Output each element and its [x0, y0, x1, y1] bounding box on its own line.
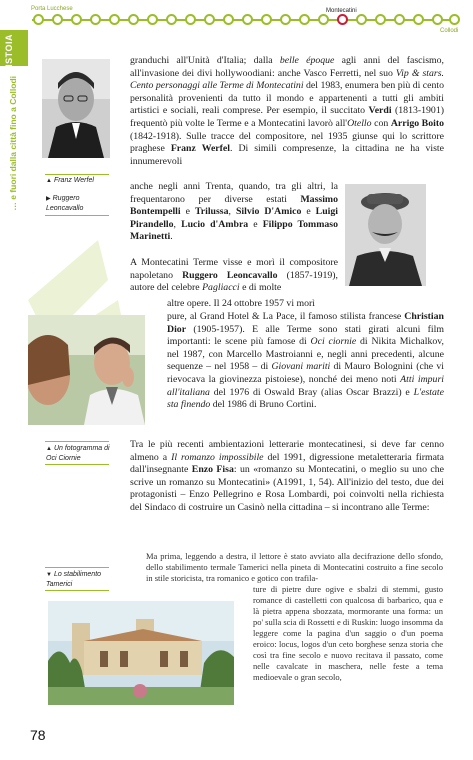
route-stop [356, 14, 367, 25]
oci-ciornie-still [28, 315, 145, 425]
caption-rule [45, 441, 109, 442]
caption-rule [45, 215, 109, 216]
caption-rule [45, 464, 109, 465]
text-run: (1813-1901) frequentò più volte le Terme e a Montecatini lavorò all' [130, 105, 444, 129]
werfel-photo [42, 59, 110, 158]
route-stop [166, 14, 177, 25]
route-stop [394, 14, 405, 25]
route-stop [432, 14, 443, 25]
text-run: Il romanzo impossibile [171, 451, 264, 463]
tamerici-caption-text: Lo stabilimento Tamerici [46, 571, 102, 588]
text-run: Christian Dior [167, 311, 444, 335]
arrow-up-icon: ▲ [46, 446, 52, 452]
text-run: Giovani mariti [271, 361, 331, 373]
text-run: agli anni del fascismo, all'invasione dei divi hollywoodiani: anche Vasco Ferretti, nel suo [130, 55, 444, 79]
route-stop [318, 14, 329, 25]
text-run: Arrigo Boito [390, 117, 444, 129]
route-bar [0, 0, 473, 34]
text-run: Vip & stars. Cento personaggi alle Terme di Montecatini [130, 67, 445, 92]
text-run: del 1991, digressione metaletteraria firmata dall'insegnante [130, 451, 444, 476]
text-run: e [301, 206, 316, 218]
tamerici-caption [46, 570, 112, 589]
text-run: : un «romanzo su Montecatini, o meglio su uno che scrive un romanzo su Montecatini» (A1991, 1, 54). All'inizio del testo, due dei protagonisti – Enzo Pellegrino e Rosa Lombardi, poi coinvolti nella richiesta del Sindaco di costruire un Casinò nella cittadina – si incontrano alle Terme: [130, 464, 444, 513]
text-run: granduchi all'Unità d'Italia; dalla [130, 55, 280, 66]
text-run: (1857-1919), autore del celebre [130, 269, 338, 294]
text-run: Filippo Tommaso Marinetti [130, 218, 338, 243]
text-run: Otello [347, 117, 372, 129]
quote-text: Ma prima, leggendo a destra, il lettore è stato avviato alla decifrazione dello sfondo, dello stabilimento termale Tamerici nella pineta di Montecatini costruito a fine secolo in stile storicista, tra romanico e gotico con trafila- [146, 551, 443, 583]
page-number: 78 [30, 727, 46, 743]
arrow-up-icon: ▲ [46, 178, 52, 184]
route-stop [109, 14, 120, 25]
werfel-caption-text: Franz Werfel [53, 177, 94, 184]
route-stop [33, 14, 44, 25]
route-stop [223, 14, 234, 25]
route-stop [204, 14, 215, 25]
route-stop [71, 14, 82, 25]
text-run: del 1986 di Bruno Cortini. [210, 399, 317, 411]
route-stop [147, 14, 158, 25]
fotogramma-caption-text: Un fotogramma di Oci Ciornie [46, 445, 110, 462]
text-run: Atti impuri all'italiana [167, 373, 444, 398]
text-run: di Mauro Bolognini (che vi rievocava la giovinezza pistoiese), nonché dei meno noti [167, 361, 445, 385]
text-run: Luigi Pirandello [130, 206, 338, 230]
text-run: di Nikita Michalkov, nel 1987, con Marcello Mastroianni e, negli anni precedenti, alcune sequenze – nel 1958 – di [167, 336, 444, 373]
text-run: Silvio D'Amico [235, 206, 302, 218]
text-run: anche negli anni Trenta, quando, tra gli altri, la frequentarono per diverse estati [130, 181, 338, 205]
route-stop [90, 14, 101, 25]
text-run: altre opere. Il 24 ottobre 1957 vi morì [167, 298, 316, 309]
text-run: e [248, 218, 263, 230]
caption-rule [45, 567, 109, 568]
text-run: (1905-1957). E alle Terme sono stati girati alcuni film importanti: le scene più famose di [167, 323, 444, 348]
text-run: . Di simili compresenze, la cittadina ne ha viste innumerevoli [130, 143, 444, 167]
route-stop [185, 14, 196, 25]
quote-text: ture di pietre dure ogive e sbalzi di stemmi, gusto romance di castelletti con qualcosa di barbarico, qua e là pietra appena sbozzata, mormorante una forma: un po' sulla scia di Rossetti e di Ruskin: luogo insomma da leggere come la pagina d'un saggio o d'un poema eroico: locus, logos d'un ceto borghese senza storia che così tra fine secolo e nuovo recitava il passato, come nelle cavalcate in maschera, nelle feste a tema medioevale o gran secolo, [253, 584, 443, 682]
route-end-label: Collodi [440, 28, 459, 34]
text-run: Tra le più recenti ambientazioni letterarie montecatinesi, si deve far cenno almeno a [130, 439, 444, 463]
body-paragraph-1 [130, 55, 444, 168]
route-stop [128, 14, 139, 25]
chapter-title: … e fuori dalla città fino a Collodi [8, 76, 18, 211]
route-stop [280, 14, 291, 25]
leoncavallo-caption-text: Ruggero Leoncavallo [46, 195, 84, 212]
route-stop [413, 14, 424, 25]
text-run: , [173, 218, 182, 230]
text-run: del 1976 di Oswald Bray (alias Oscar Brazzi) e [209, 386, 414, 398]
route-stop-current [337, 14, 348, 25]
quote-part-1 [146, 551, 443, 584]
section-strip [0, 30, 28, 760]
route-stop [299, 14, 310, 25]
text-run: belle époque [279, 55, 335, 66]
werfel-caption [46, 176, 112, 186]
section-title: PISTOIA [4, 34, 14, 74]
text-run: Franz Werfel [170, 143, 230, 155]
text-run: , [228, 206, 236, 218]
text-run: Ruggero Leoncavallo [182, 269, 278, 281]
text-run: Pagliacci [202, 282, 240, 294]
text-run: pure, al Grand Hotel & La Pace, il famoso stilista francese [167, 311, 405, 322]
body-paragraph-4 [167, 311, 444, 412]
caption-rule [45, 590, 109, 591]
text-run: del 1983, enumera ben più di cento personalità provenienti da tutto il mondo e appartenenti a tutti gli ambiti artistici e sociali, reali comprese. Per esempio, il succitato [130, 80, 444, 117]
text-run: L'estate sta finendo [167, 386, 444, 411]
text-run: con [371, 117, 391, 129]
leoncavallo-caption [46, 194, 112, 213]
leoncavallo-photo [345, 184, 426, 286]
body-paragraph-2 [130, 181, 338, 244]
text-run: e [180, 206, 195, 218]
text-run: . [170, 231, 173, 243]
text-run: Massimo Bontempelli [130, 193, 338, 218]
text-run: e di molte [239, 282, 282, 294]
caption-rule [45, 174, 109, 175]
text-run: Enzo Fisa [191, 464, 234, 476]
route-stop [52, 14, 63, 25]
route-stop [261, 14, 272, 25]
route-stop [375, 14, 386, 25]
route-start-label: Porta Lucchese [31, 6, 73, 12]
text-run: A Montecatini Terme visse e morì il compositore napoletano [130, 257, 338, 281]
text-run: (1842-1918). Sulle tracce del compositore, nel 1935 giunse qui lo scrittore praghese [130, 130, 444, 155]
arrow-right-icon: ▶ [46, 196, 51, 202]
body-paragraph-3 [130, 257, 338, 295]
text-run: Oci ciornie [310, 336, 357, 348]
route-stop [449, 14, 460, 25]
text-run: Trilussa [194, 206, 229, 218]
text-run: Lucio d'Ambra [181, 218, 249, 230]
text-run: Verdi [368, 105, 392, 117]
body-paragraph-5 [130, 439, 444, 515]
route-current-label: Montecatini [326, 8, 357, 14]
section-tab [0, 30, 28, 74]
quote-part-2 [253, 584, 443, 683]
route-stop [242, 14, 253, 25]
arrow-down-icon: ▼ [46, 572, 52, 578]
body-paragraph-4-lead [167, 298, 338, 311]
tamerici-photo [48, 601, 234, 705]
fotogramma-caption [46, 444, 112, 463]
